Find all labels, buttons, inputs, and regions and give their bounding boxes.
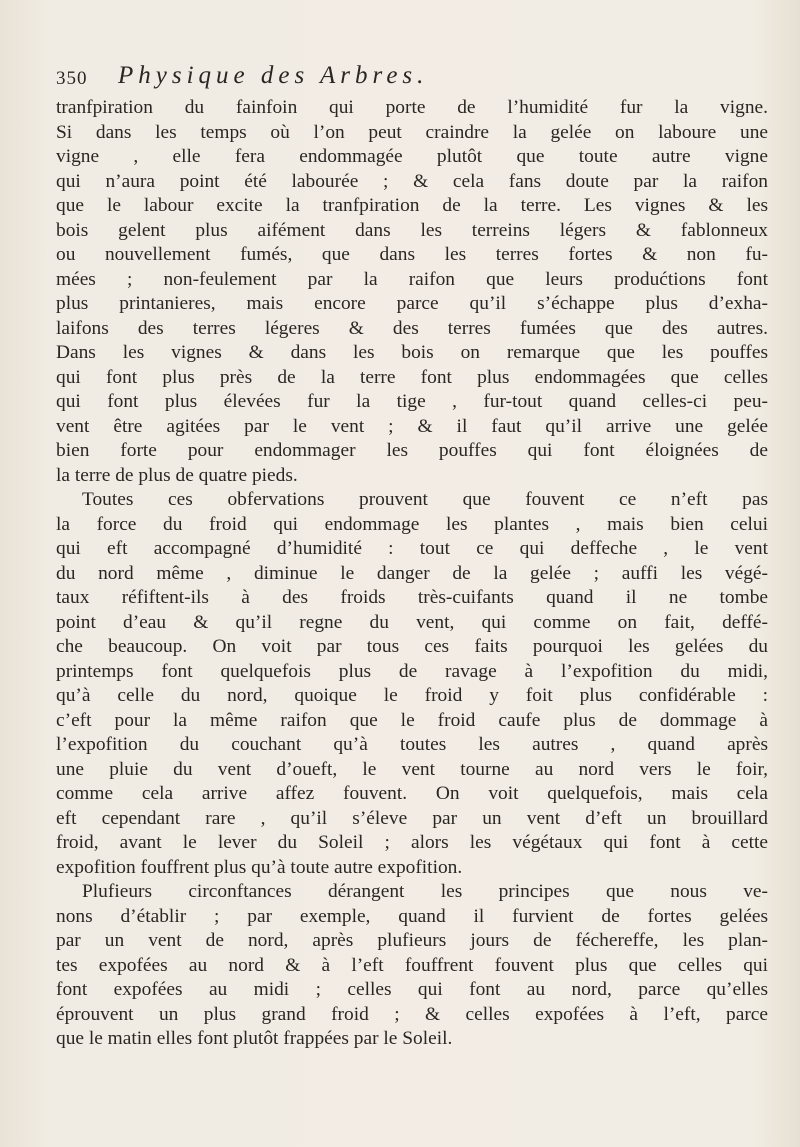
text-line: par un vent de nord, après plufieurs jours de féchereffe, les plan- — [56, 930, 768, 951]
text-line: bien forte pour endommager les pouffes qui font éloignées de — [56, 440, 768, 461]
text-line: la force du froid qui endommage les plantes , mais bien celui — [56, 513, 768, 535]
text-line: tranfpiration du fainfoin qui porte de l’humidité fur la vigne. — [56, 97, 768, 118]
text-line: laifons des terres légeres & des terres fumées que des autres. — [56, 317, 768, 339]
text-line: que le labour excite la tranfpiration de la terre. Les vignes & les — [56, 195, 768, 216]
text-line: Dans les vignes & dans les bois on remarque que les pouffes — [56, 342, 768, 363]
text-line: une pluie du vent d’oueft, le vent tourne au nord vers le foir, — [56, 758, 768, 780]
text-line: qui n’aura point été labourée ; & cela fans doute par la raifon — [56, 170, 768, 192]
text-line: l’expofition du couchant qu’à toutes les autres , quand après — [56, 734, 768, 755]
text-line: Plufieurs circonftances dérangent les principes que nous ve- — [82, 881, 768, 902]
text-line: froid, avant le lever du Soleil ; alors les végétaux qui font à cette — [56, 832, 768, 853]
text-line: éprouvent un plus grand froid ; & celles expofées à l’eft, parce — [56, 1003, 768, 1025]
text-line: tes expofées au nord & à l’eft fouffrent fouvent plus que celles qui — [56, 954, 768, 976]
running-title: Physique des Arbres. — [118, 62, 429, 89]
text-line: bois gelent plus aifément dans les terreins légers & fablonneux — [56, 219, 768, 241]
text-line: qui font plus élevées fur la tige , fur-tout quand celles-ci peu- — [56, 391, 768, 412]
text-line: che beaucoup. On voit par tous ces faits pourquoi les gelées du — [56, 636, 768, 657]
text-line: plus printanieres, mais encore parce qu’il s’échappe plus d’exha- — [56, 293, 768, 314]
text-line: que le matin elles font plutôt frappées par le Soleil. — [56, 1028, 453, 1049]
text-line: eft cependant rare , qu’il s’éleve par un vent d’eft un brouillard — [56, 807, 768, 829]
text-line: c’eft pour la même raifon que le froid caufe plus de dommage à — [56, 709, 768, 731]
text-line: qui font plus près de la terre font plus endommagées que celles — [56, 366, 768, 388]
text-line: vigne , elle fera endommagée plutôt que toute autre vigne — [56, 146, 768, 167]
text-line: la terre de plus de quatre pieds. — [56, 464, 298, 486]
text-line: Si dans les temps où l’on peut craindre la gelée on laboure une — [56, 121, 768, 143]
text-line: printemps font quelquefois plus de ravage à l’expofition du midi, — [56, 660, 768, 682]
text-line: vent être agitées par le vent ; & il faut qu’il arrive une gelée — [56, 415, 768, 437]
text-line: ou nouvellement fumés, que dans les terres fortes & non fu- — [56, 244, 768, 265]
text-line: qu’à celle du nord, quoique le froid y foit plus confidérable : — [56, 685, 768, 706]
text-line: comme cela arrive affez fouvent. On voit quelquefois, mais cela — [56, 783, 768, 804]
text-line: qui eft accompagné d’humidité : tout ce qui deffeche , le vent — [56, 538, 768, 559]
text-line: point d’eau & qu’il regne du vent, qui comme on fait, deffé- — [56, 611, 768, 633]
text-line: expofition fouffrent plus qu’à toute autre expofition. — [56, 856, 463, 878]
text-line: nons d’établir ; par exemple, quand il furvient de fortes gelées — [56, 905, 768, 927]
text-line: du nord même , diminue le danger de la gelée ; auffi les végé- — [56, 562, 768, 584]
text-line: mées ; non-feulement par la raifon que leurs produćtions font — [56, 268, 768, 290]
text-line: taux réfiftent-ils à des froids très-cuifants quand il ne tombe — [56, 587, 768, 608]
page-number: 350 — [56, 68, 88, 89]
page-header — [56, 62, 756, 92]
text-line: Toutes ces obfervations prouvent que fouvent ce n’eft pas — [82, 489, 768, 510]
body-text — [56, 96, 768, 1052]
text-line: font expofées au midi ; celles qui font au nord, parce qu’elles — [56, 979, 768, 1000]
